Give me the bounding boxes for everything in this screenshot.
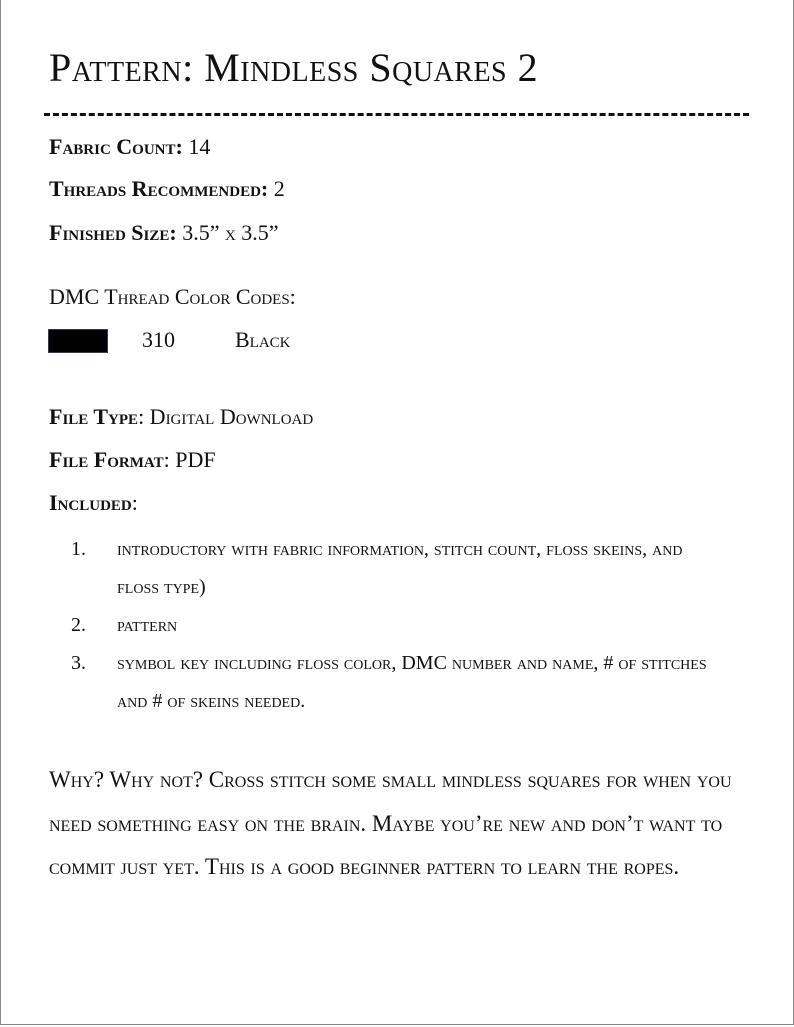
page-title: Pattern: Mindless Squares 2 <box>49 45 539 90</box>
included-list <box>71 530 727 720</box>
list-text: introductory with fabric information, stitch count, floss skeins, and floss type) <box>117 538 683 598</box>
description-paragraph: Why? Why not? Cross stitch some small mindless squares for when you need something easy on the brain. Maybe you’re new and don’t want to commit just yet. This is a good beginner pattern to learn the ropes. <box>49 767 732 879</box>
threads-recommended <box>49 176 285 202</box>
list-item <box>71 606 727 644</box>
threads-label: Threads Recommended: <box>49 176 269 201</box>
fabric-count-value: 14 <box>188 134 211 159</box>
file-type <box>49 404 313 430</box>
size-label: Finished Size: <box>49 220 177 245</box>
included-heading <box>49 490 138 516</box>
file-format-value: : PDF <box>163 447 216 472</box>
list-number: 2. <box>71 614 86 636</box>
finished-size <box>49 220 279 246</box>
included-colon: : <box>131 490 138 515</box>
file-format <box>49 447 216 473</box>
list-text: symbol key including floss color, DMC number and name, # of stitches and # of skeins needed. <box>117 652 707 712</box>
size-value: 3.5” x 3.5” <box>182 220 279 245</box>
color-code: 310 <box>142 327 175 352</box>
dashed-divider <box>44 113 749 116</box>
file-type-label: File Type <box>49 404 139 429</box>
fabric-count-label: Fabric Count: <box>49 134 183 159</box>
file-format-label: File Format <box>49 447 164 472</box>
file-type-value: : Digital Download <box>138 404 314 429</box>
color-swatch <box>48 329 108 353</box>
fabric-count <box>49 134 210 160</box>
included-label: Included <box>49 490 132 515</box>
threads-value: 2 <box>273 176 285 201</box>
color-codes-heading: DMC Thread Color Codes: <box>49 284 296 309</box>
color-name: Black <box>235 327 291 352</box>
list-number: 1. <box>71 538 86 560</box>
list-text: pattern <box>117 614 178 636</box>
list-number: 3. <box>71 652 86 674</box>
list-item <box>71 644 727 720</box>
list-item <box>71 530 727 606</box>
